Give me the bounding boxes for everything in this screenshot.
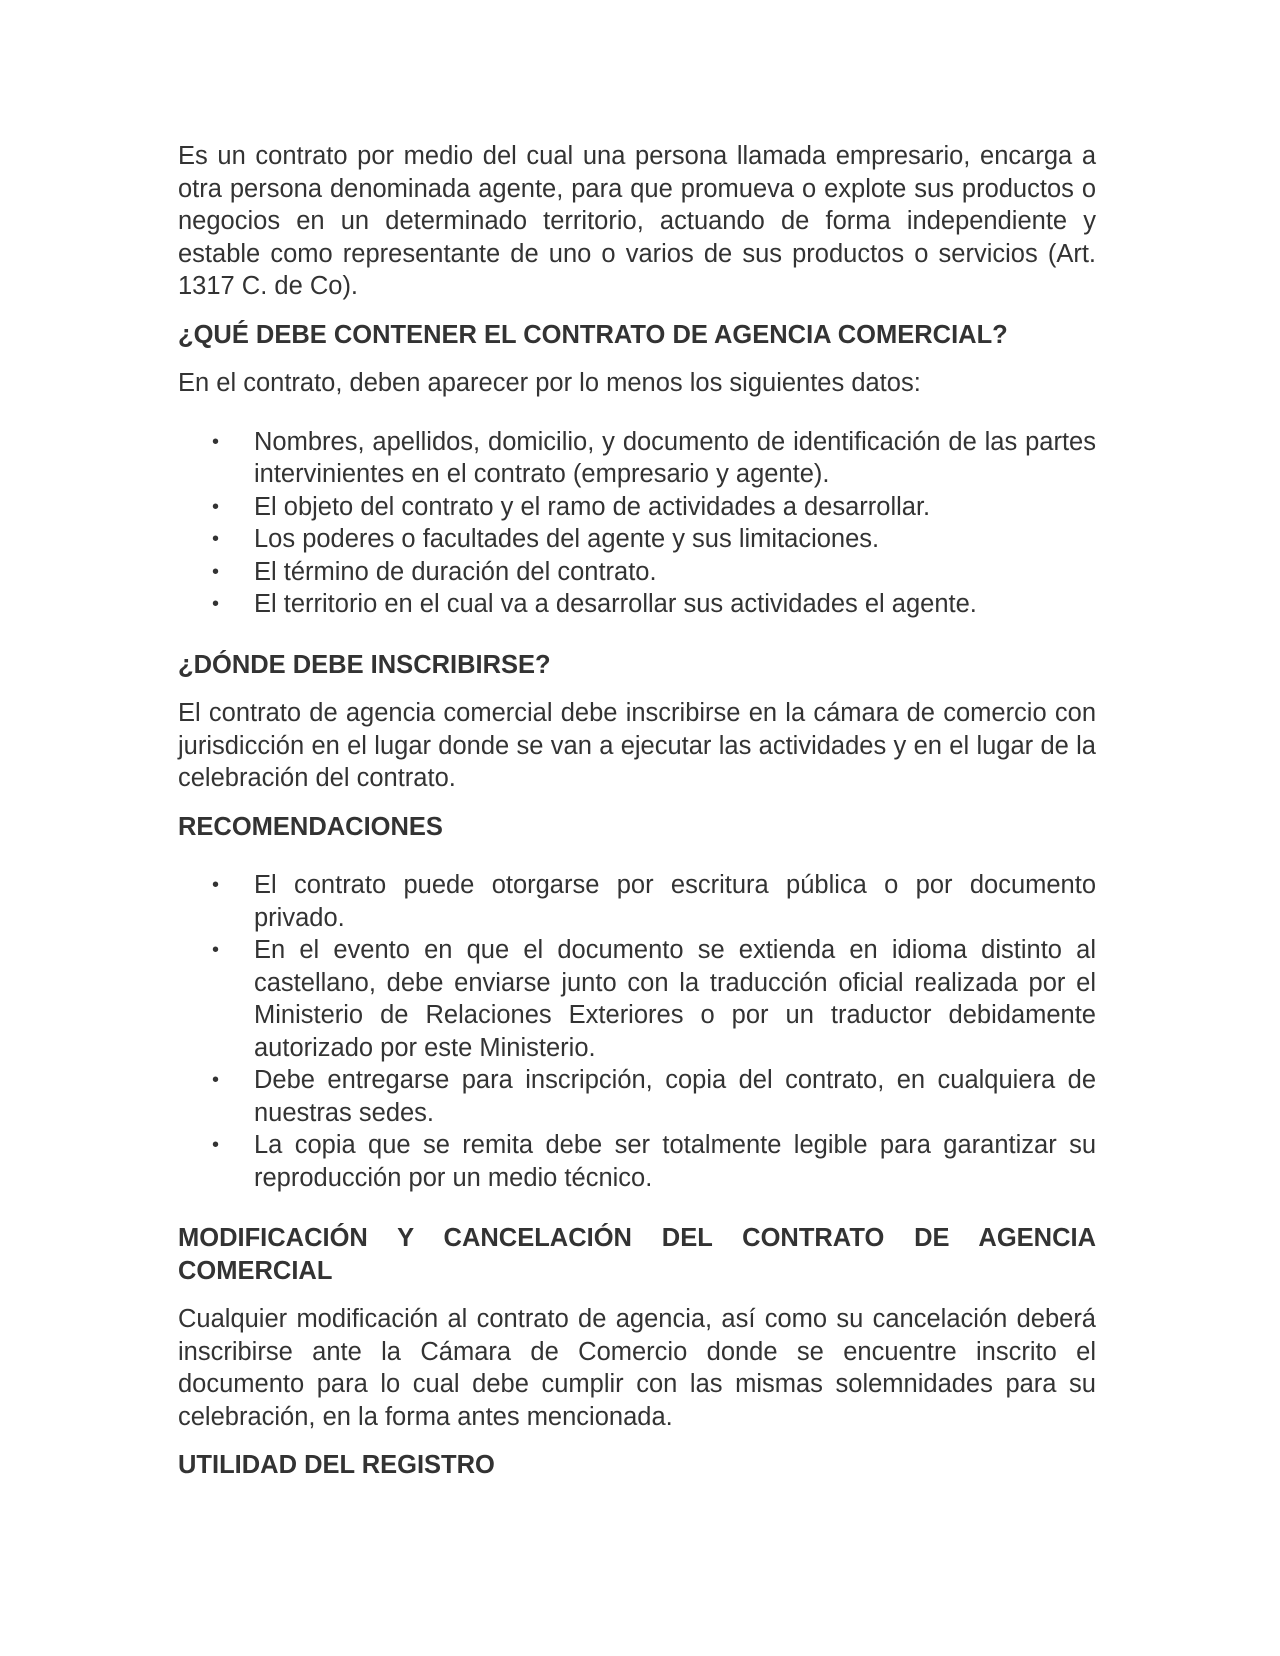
list-item [178, 588, 1096, 621]
list-item [178, 523, 1096, 556]
bullet-icon: • [212, 430, 220, 453]
document-page [178, 140, 1096, 1482]
bullet-icon: • [212, 593, 220, 615]
list-item [178, 1129, 1096, 1194]
list-item [178, 491, 1096, 524]
bullet-icon: • [212, 1069, 220, 1091]
list-item-text: Nombres, apellidos, domicilio, y documento de identificación de las partes intervinientes en el contrato (empresario y agente). [254, 427, 1096, 488]
section-heading-registration: ¿DÓNDE DEBE INSCRIBIRSE? [178, 650, 551, 679]
list-item [178, 1064, 1096, 1129]
list-item [178, 426, 1096, 491]
contents-list [178, 426, 1096, 621]
list-item-text: El territorio en el cual va a desarrollar sus actividades el agente. [254, 590, 977, 618]
list-item-text: Los poderes o facultades del agente y sus limitaciones. [254, 525, 880, 553]
bullet-icon: • [212, 560, 220, 583]
bullet-icon: • [212, 939, 220, 961]
section-heading-modification: MODIFICACIÓN Y CANCELACIÓN DEL CONTRATO DE AGENCIA COMERCIAL [178, 1224, 1096, 1285]
registration-paragraph: El contrato de agencia comercial debe inscribirse en la cámara de comercio con jurisdicción en el lugar donde se van a ejecutar las actividades y en el lugar de la celebración del contrato. [178, 699, 1096, 792]
list-item [178, 934, 1096, 1064]
bullet-icon: • [212, 874, 220, 896]
modification-paragraph: Cualquier modificación al contrato de agencia, así como su cancelación deberá inscribirse ante la Cámara de Comercio donde se encuentre inscrito el documento para lo cual debe cumplir con las mismas solemnidades para su celebración, en la forma antes mencionada. [178, 1305, 1096, 1431]
list-item-text: La copia que se remita debe ser totalmente legible para garantizar su reproducción por un medio técnico. [254, 1131, 1096, 1192]
bullet-icon: • [212, 1134, 220, 1156]
section-heading-registry-utility: UTILIDAD DEL REGISTRO [178, 1451, 495, 1479]
section-heading-contents: ¿QUÉ DEBE CONTENER EL CONTRATO DE AGENCIA COMERCIAL? [178, 320, 1008, 349]
bullet-icon: • [212, 495, 220, 518]
recommendations-list [178, 869, 1096, 1194]
list-item-text: Debe entregarse para inscripción, copia del contrato, en cualquiera de nuestras sedes. [254, 1066, 1096, 1127]
bullet-icon: • [212, 528, 220, 550]
section-heading-recommendations: RECOMENDACIONES [178, 812, 443, 841]
list-item-text: El término de duración del contrato. [254, 557, 657, 586]
intro-paragraph: Es un contrato por medio del cual una persona llamada empresario, encarga a otra persona denominada agente, para que promueva o explote sus productos o negocios en un determinado territorio, actuando de forma independiente y estable como representante de uno o varios de sus productos o servicios (Art. 1317 C. de Co). [178, 142, 1096, 300]
list-item [178, 869, 1096, 934]
list-item [178, 556, 1096, 589]
list-item-text: El contrato puede otorgarse por escritura pública o por documento privado. [254, 871, 1096, 932]
list-item-text: El objeto del contrato y el ramo de actividades a desarrollar. [254, 492, 931, 521]
contents-lead-paragraph: En el contrato, deben aparecer por lo menos los siguientes datos: [178, 369, 921, 397]
list-item-text: En el evento en que el documento se extienda en idioma distinto al castellano, debe enviarse junto con la traducción oficial realizada por el Ministerio de Relaciones Exteriores o por un traductor debidamente autorizado por este Ministerio. [254, 936, 1096, 1062]
